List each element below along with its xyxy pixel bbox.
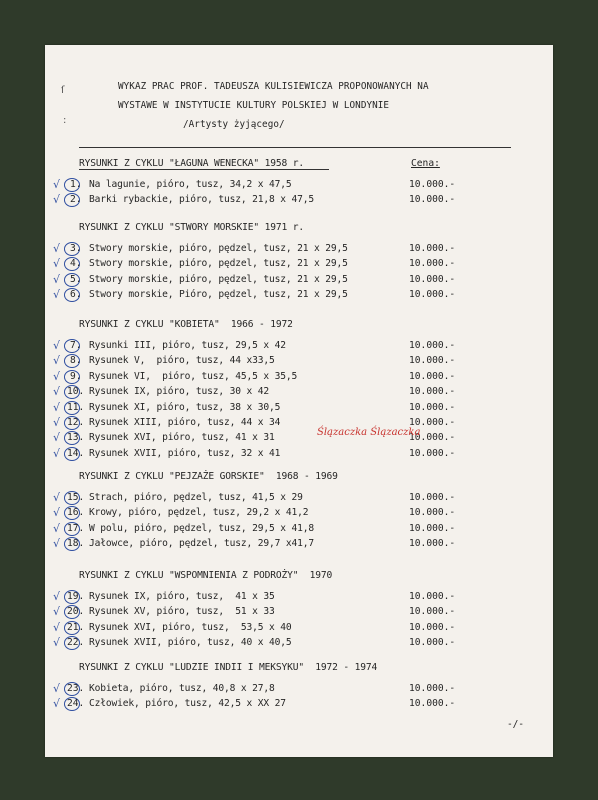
item-number: 18.: [67, 538, 85, 550]
check-mark-icon: √: [53, 521, 61, 535]
item-price: 10.000.-: [409, 340, 456, 351]
item-number: 4.: [70, 258, 82, 270]
item-number: 15.: [67, 492, 85, 503]
item-number: 9.: [70, 370, 82, 382]
item-number: 5.: [70, 273, 82, 285]
item-price: 10.000.-: [409, 447, 456, 459]
check-mark-icon: √: [53, 257, 61, 271]
check-mark-icon: √: [53, 369, 61, 383]
check-mark-icon: √: [53, 636, 61, 650]
item-description: W polu, pióro, pędzel, tusz, 29,5 x 41,8: [89, 522, 315, 534]
document-page: [45, 45, 553, 757]
item-number: 22.: [67, 637, 85, 649]
handwritten-note: Ślązaczka Ślązaczka: [317, 427, 421, 438]
item-number: 24.: [67, 698, 85, 710]
item-price: 10.000.-: [409, 637, 456, 649]
check-mark-icon: √: [53, 682, 61, 695]
item-number: 21.: [67, 621, 85, 633]
item-number: 3.: [70, 243, 82, 254]
margin-mark: ſ: [61, 85, 65, 96]
item-price: 10.000.-: [409, 621, 456, 633]
item-description: Stwory morskie, Pióro, pędzel, tusz, 21 x 29,5: [89, 289, 348, 301]
item-price: 10.000.-: [409, 507, 456, 519]
item-description: Rysunek IX, pióro, tusz, 41 x 35: [89, 591, 275, 602]
section-title: RYSUNKI Z CYKLU "LUDZIE INDII I MEKSYKU" 1972 - 1974: [79, 662, 378, 673]
check-mark-icon: √: [53, 491, 61, 504]
item-price: 10.000.-: [409, 355, 456, 367]
check-mark-icon: √: [53, 178, 61, 191]
item-description: Rysunek XV, pióro, tusz, 51 x 33: [89, 606, 275, 618]
check-mark-icon: √: [53, 537, 61, 551]
section-title: RYSUNKI Z CYKLU "KOBIETA" 1966 - 1972: [79, 319, 293, 330]
section-title: RYSUNKI Z CYKLU "STWORY MORSKIE" 1971 r.: [79, 222, 305, 233]
item-price: 10.000.-: [409, 683, 456, 694]
item-number: 16.: [67, 507, 85, 519]
price-column-header: Cena:: [411, 158, 440, 169]
item-description: Barki rybackie, pióro, tusz, 21,8 x 47,5: [89, 194, 315, 206]
item-price: 10.000.-: [409, 273, 456, 285]
item-number: 23.: [67, 683, 85, 694]
item-number: 19.: [67, 591, 85, 602]
item-description: Rysunek VI, pióro, tusz, 45,5 x 35,5: [89, 370, 298, 382]
item-description: Rysunek XVII, pióro, tusz, 32 x 41: [89, 447, 281, 459]
check-mark-icon: √: [53, 272, 61, 286]
item-number: 13.: [67, 432, 85, 444]
item-price: 10.000.-: [409, 492, 456, 503]
item-price: 10.000.-: [409, 386, 456, 398]
item-description: Stwory morskie, pióro, pędzel, tusz, 21 x 29,5: [89, 273, 348, 285]
item-price: 10.000.-: [409, 522, 456, 534]
check-mark-icon: √: [53, 242, 61, 255]
check-mark-icon: √: [53, 400, 61, 414]
check-mark-icon: √: [53, 354, 61, 368]
check-mark-icon: √: [53, 446, 61, 460]
item-number: 10.: [67, 386, 85, 398]
margin-dots: :: [63, 115, 67, 126]
item-price: 10.000.-: [409, 417, 456, 428]
section-title: RYSUNKI Z CYKLU "WSPOMNIENIA Z PODROŻY" 1970: [79, 570, 333, 581]
section-title: RYSUNKI Z CYKLU "PEJZAŻE GORSKIE" 1968 - 1969: [79, 471, 338, 482]
item-description: Na lagunie, pióro, tusz, 34,2 x 47,5: [89, 179, 292, 190]
header-line-3: /Artysty żyjącego/: [183, 119, 285, 130]
item-number: 14.: [67, 447, 85, 459]
section-title: RYSUNKI Z CYKLU "ŁAGUNA WENECKA" 1958 r.: [79, 158, 305, 169]
check-mark-icon: √: [53, 385, 61, 399]
item-price: 10.000.-: [409, 698, 456, 710]
check-mark-icon: √: [53, 193, 61, 207]
check-mark-icon: √: [53, 697, 61, 711]
item-description: Rysunek XI, pióro, tusz, 38 x 30,5: [89, 401, 281, 413]
item-description: Rysunek IX, pióro, tusz, 30 x 42: [89, 386, 270, 398]
item-price: 10.000.-: [409, 432, 456, 444]
item-price: 10.000.-: [409, 194, 456, 206]
check-mark-icon: √: [53, 590, 61, 603]
check-mark-icon: √: [53, 416, 61, 429]
item-price: 10.000.-: [409, 258, 456, 270]
item-number: 2.: [70, 194, 82, 206]
item-description: Stwory morskie, pióro, pędzel, tusz, 21 x 29,5: [89, 258, 348, 270]
item-number: 1.: [70, 179, 82, 190]
item-price: 10.000.-: [409, 243, 456, 254]
item-number: 11.: [67, 401, 85, 413]
item-description: Rysunek XVI, pióro, tusz, 41 x 31: [89, 432, 275, 444]
item-number: 8.: [70, 355, 82, 367]
item-price: 10.000.-: [409, 538, 456, 550]
item-description: Stwory morskie, pióro, pędzel, tusz, 21 x 29,5: [89, 243, 348, 254]
item-description: Rysunek XVI, pióro, tusz, 53,5 x 40: [89, 621, 292, 633]
check-mark-icon: √: [53, 288, 61, 302]
item-number: 12.: [67, 417, 85, 428]
item-number: 7.: [70, 340, 82, 351]
item-price: 10.000.-: [409, 289, 456, 301]
item-price: 10.000.-: [409, 401, 456, 413]
item-price: 10.000.-: [409, 606, 456, 618]
item-price: 10.000.-: [409, 591, 456, 602]
page-mark: -/-: [507, 719, 524, 730]
item-number: 6.: [70, 289, 82, 301]
item-description: Jałowce, pióro, pędzel, tusz, 29,7 x41,7: [89, 538, 315, 550]
section-underline: [79, 169, 329, 170]
item-number: 17.: [67, 522, 85, 534]
check-mark-icon: √: [53, 620, 61, 634]
item-description: Rysunek XVII, pióro, tusz, 40 x 40,5: [89, 637, 292, 649]
item-description: Rysunek V, pióro, tusz, 44 x33,5: [89, 355, 275, 367]
item-description: Człowiek, pióro, tusz, 42,5 x XX 27: [89, 698, 286, 710]
item-description: Strach, pióro, pędzel, tusz, 41,5 x 29: [89, 492, 303, 503]
item-description: Kobieta, pióro, tusz, 40,8 x 27,8: [89, 683, 275, 694]
header-rule: [79, 147, 511, 148]
item-price: 10.000.-: [409, 370, 456, 382]
check-mark-icon: √: [53, 506, 61, 520]
check-mark-icon: √: [53, 339, 61, 352]
item-price: 10.000.-: [409, 179, 456, 190]
item-number: 20.: [67, 606, 85, 618]
item-description: Rysunek XIII, pióro, tusz, 44 x 34: [89, 417, 281, 428]
check-mark-icon: √: [53, 605, 61, 619]
header-line-1: WYKAZ PRAC PROF. TADEUSZA KULISIEWICZA PROPONOWANYCH NA: [118, 81, 429, 92]
item-description: Krowy, pióro, pędzel, tusz, 29,2 x 41,2: [89, 507, 309, 519]
check-mark-icon: √: [53, 431, 61, 445]
item-description: Rysunki III, pióro, tusz, 29,5 x 42: [89, 340, 286, 351]
header-line-2: WYSTAWE W INSTYTUCIE KULTURY POLSKIEJ W LONDYNIE: [118, 100, 390, 111]
